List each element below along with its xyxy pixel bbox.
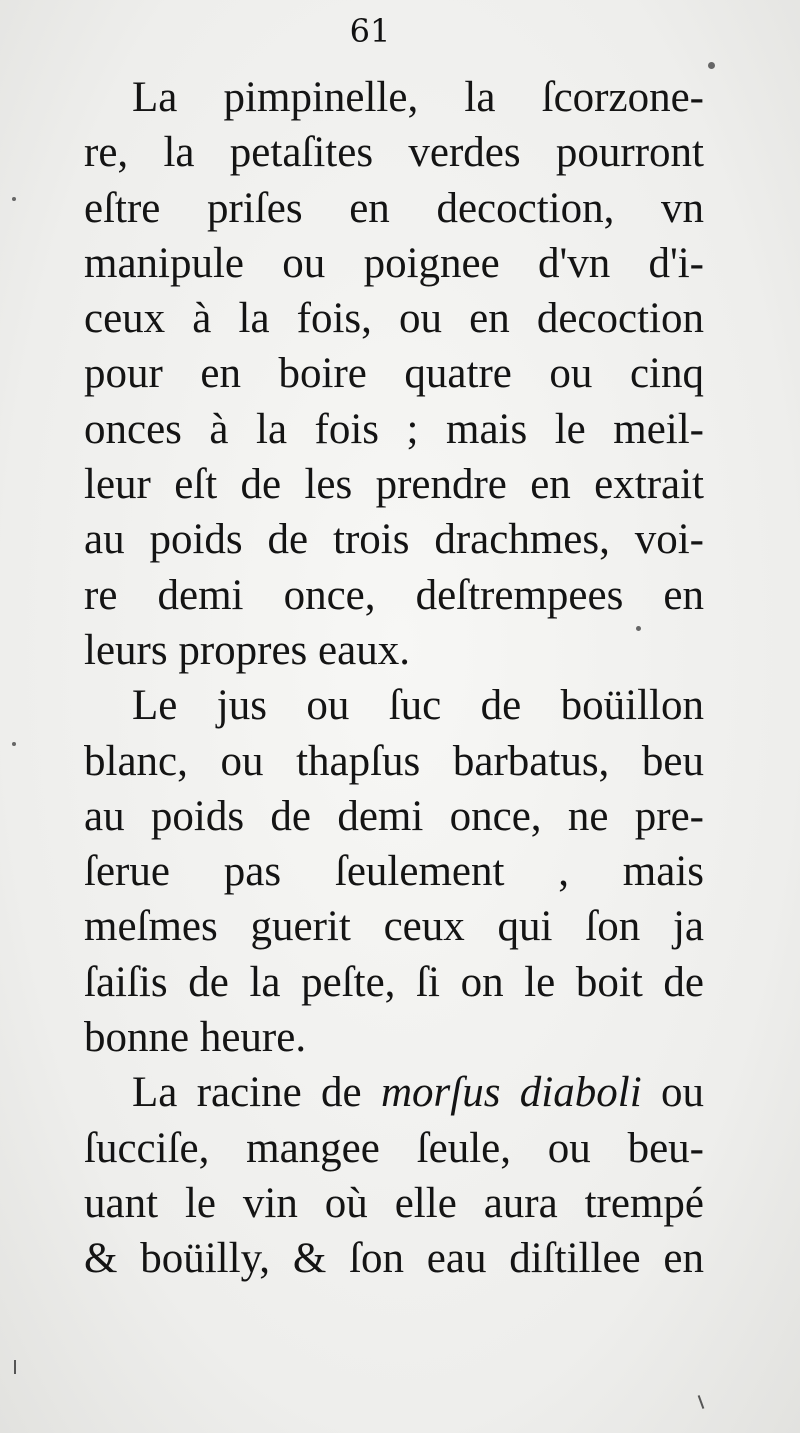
text-line: leurs propres eaux.	[84, 626, 410, 674]
page-number: 61	[349, 12, 391, 50]
page-text	[84, 70, 704, 1287]
text-line: re, la petaſites verdes pourront	[84, 129, 704, 177]
text-line: Le jus ou ſuc de boüillon	[132, 682, 704, 730]
text-run: La racine de	[132, 1069, 381, 1117]
text-line: uant le vin où elle aura trempé	[84, 1179, 704, 1227]
text-line: ſerue pas ſeulement , mais	[84, 848, 704, 896]
text-run: ou	[641, 1069, 704, 1117]
paper-speck	[12, 742, 16, 746]
text-line: bonne heure.	[84, 1014, 307, 1062]
text-line: ſucciſe, mangee ſeule, ou beu-	[84, 1124, 704, 1172]
text-line: re demi once, deſtrempees en	[84, 571, 704, 619]
text-line: & boüilly, & ſon eau diſtillee en	[84, 1235, 704, 1283]
text-line: ſaiſis de la peſte, ſi on le boit de	[84, 958, 704, 1006]
paper-speck	[708, 62, 715, 69]
text-line	[84, 1065, 704, 1120]
text-line: manipule ou poignee d'vn d'i-	[84, 239, 704, 287]
text-line: La pimpinelle, la ſcorzone-	[132, 74, 704, 121]
text-line: eſtre priſes en decoction, vn	[84, 184, 704, 232]
text-line: meſmes guerit ceux qui ſon ja	[84, 903, 704, 951]
text-line: pour en boire quatre ou cinq	[84, 350, 704, 398]
text-line: ceux à la fois, ou en decoction	[84, 295, 704, 343]
paper-speck	[12, 197, 16, 201]
paper-mark	[14, 1360, 16, 1374]
text-line: onces à la fois ; mais le meil-	[84, 405, 704, 453]
paper-mark	[698, 1395, 705, 1409]
text-line: au poids de trois drachmes, voi-	[84, 516, 704, 564]
text-line: au poids de demi once, ne pre-	[84, 792, 704, 840]
text-line: blanc, ou thapſus barbatus, beu	[84, 737, 704, 785]
latin-term: morſus diaboli	[381, 1069, 642, 1117]
paper-speck	[636, 626, 641, 631]
text-line: leur eſt de les prendre en extrait	[84, 461, 704, 509]
